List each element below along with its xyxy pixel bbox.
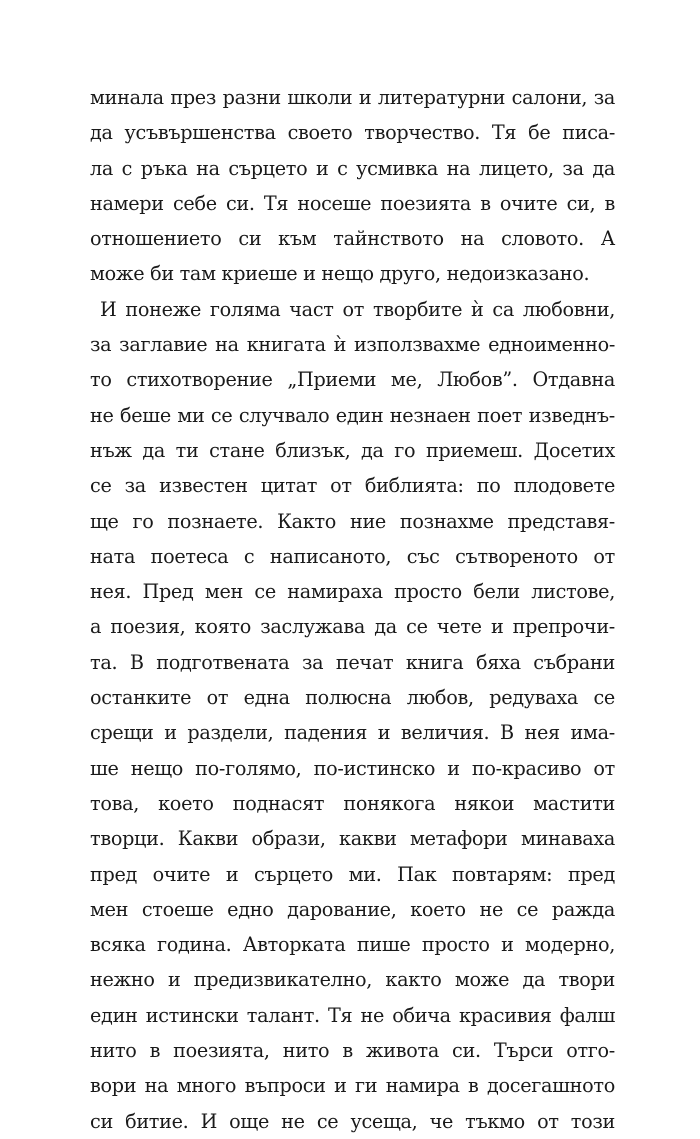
text-line: не беше ми се случвало един незнаен поет изведнъ-	[90, 403, 615, 427]
text-line: И понеже голяма част от творбите ѝ са любовни,	[100, 297, 615, 321]
text-line: срещи и раздели, падения и величия. В нея има-	[90, 721, 615, 745]
text-line: вори на много въпроси и ги намира в досегашното	[90, 1074, 615, 1098]
text-line: един истински талант. Тя не обича красивия фалш	[90, 1003, 615, 1027]
text-line: нъж да ти стане близък, да го приемеш. Досетих	[90, 438, 615, 462]
text-line: може би там криеше и нещо друго, недоизказано.	[90, 262, 590, 286]
text-line: ла с ръка на сърцето и с усмивка на лицето, за да	[90, 156, 615, 180]
text-line: ната поетеса с написаното, със сътвореното от	[90, 544, 615, 568]
text-line: творци. Какви образи, какви метафори минаваха	[90, 827, 615, 851]
text-line: ще го познаете. Както ние познахме представя-	[90, 509, 615, 533]
paragraph-2	[90, 292, 615, 1139]
text-line: пред очите и сърцето ми. Пак повтарям: пред	[90, 862, 615, 886]
text-line: останките от една полюсна любов, редуваха се	[90, 686, 615, 710]
text-line: а поезия, която заслужава да се чете и препрочи-	[90, 615, 615, 639]
text-line: всяка година. Авторката пише просто и модерно,	[90, 933, 615, 957]
document-page	[90, 80, 615, 1139]
text-line: минала през разни школи и литературни салони, за	[90, 86, 615, 109]
text-line: ше нещо по-голямо, по-истинско и по-красиво от	[90, 756, 615, 780]
text-line: то стихотворение „Приеми ме, Любов”. Отдавна	[90, 368, 615, 392]
text-line: намери себе си. Тя носеше поезията в очите си, в	[90, 191, 615, 215]
text-line: да усъвършенства своето творчество. Тя бе писа-	[90, 121, 615, 145]
paragraph-1	[90, 80, 615, 292]
text-line: нежно и предизвикателно, както може да твори	[90, 968, 615, 992]
text-line: се за известен цитат от библията: по плодовете	[90, 474, 615, 498]
text-line: си битие. И още не се усеща, че тъкмо от този	[90, 1109, 615, 1133]
text-line: нито в поезията, нито в живота си. Търси отго-	[90, 1039, 615, 1063]
text-line: мен стоеше едно дарование, което не се ражда	[90, 897, 615, 921]
text-line: та. В подготвената за печат книга бяха събрани	[90, 650, 615, 674]
text-line: това, което поднасят понякога някои мастити	[90, 791, 615, 815]
text-line: за заглавие на книгата ѝ използвахме едноименно-	[90, 333, 615, 357]
text-line: нея. Пред мен се намираха просто бели листове,	[90, 580, 615, 604]
text-line: отношението си към тайнството на словото. А	[90, 227, 615, 251]
